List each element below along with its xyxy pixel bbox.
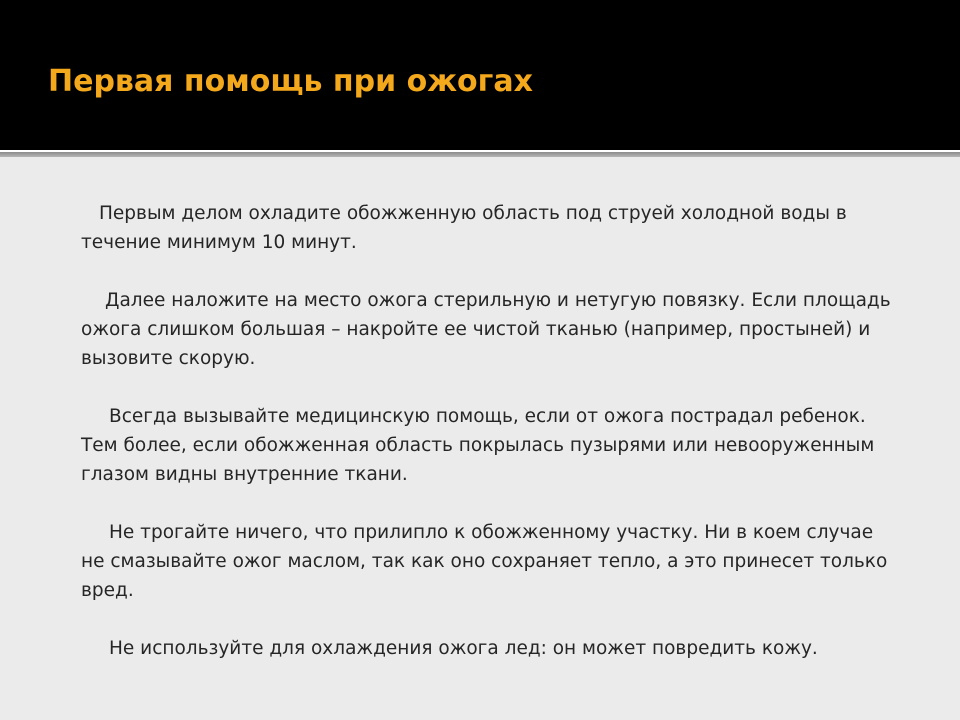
paragraph-apply-bandage: Далее наложите на место ожога стерильную и нетугую повязку. Если площадь ожога слишком большая – накройте ее чистой тканью (например, простыней) и вызовите скорую. — [81, 290, 891, 369]
paragraph-cool-burn: Первым делом охладите обожженную область под струей холодной воды в течение минимум 10 минут. — [81, 203, 847, 253]
paragraph-do-not-touch: Не трогайте ничего, что прилипло к обожженному участку. Ни в коем случае не смазывайте ожог маслом, так как оно сохраняет тепло, а это принесет только вред. — [81, 522, 888, 601]
slide-title: Первая помощь при ожогах — [48, 64, 533, 99]
header-divider — [0, 150, 960, 157]
paragraph-no-ice: Не используйте для охлаждения ожога лед: он может повредить кожу. — [109, 638, 818, 659]
slide-header — [0, 0, 960, 150]
slide-body — [0, 157, 960, 720]
slide-content — [81, 199, 891, 663]
paragraph-call-medical-help: Всегда вызывайте медицинскую помощь, если от ожога пострадал ребенок. Тем более, если обожженная область покрылась пузырями или невооруженным глазом видны внутренние ткани. — [81, 406, 875, 485]
